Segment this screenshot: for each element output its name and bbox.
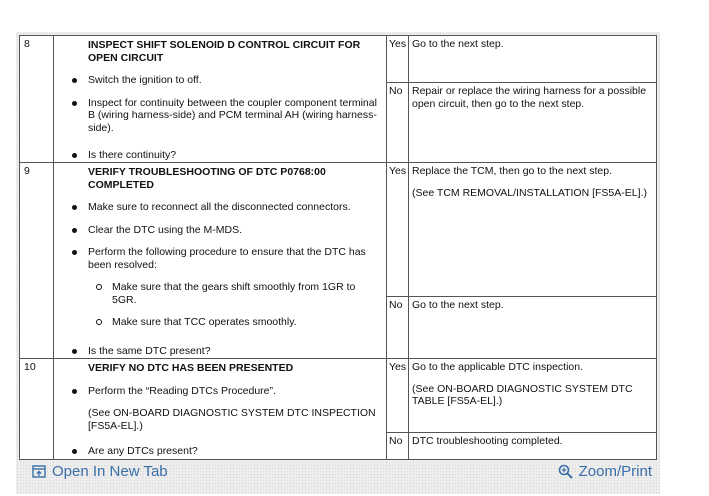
step-9-yes-row xyxy=(20,163,657,297)
yes-label: Yes xyxy=(387,163,409,297)
result-text: Go to the next step. xyxy=(412,299,504,311)
step-inspection xyxy=(54,36,387,163)
result-text: DTC troubleshooting completed. xyxy=(412,435,563,447)
no-label: No xyxy=(387,297,409,359)
step-question: Is there continuity? xyxy=(68,149,380,162)
zoom-print-link[interactable] xyxy=(558,463,652,480)
yes-label: Yes xyxy=(387,36,409,83)
bullet-item: Make sure to reconnect all the disconnected connectors. xyxy=(68,201,380,214)
no-label: No xyxy=(387,83,409,163)
no-result xyxy=(409,433,657,460)
bullet-item: Perform the following procedure to ensure that the DTC has been resolved: xyxy=(68,246,380,271)
result-text: Go to the next step. xyxy=(412,38,504,50)
result-text: (See ON-BOARD DIAGNOSTIC SYSTEM DTC TABLE [FS5A-EL].) xyxy=(412,382,633,407)
open-new-tab-icon xyxy=(32,465,46,478)
troubleshooting-table xyxy=(19,35,657,460)
step-question: Is the same DTC present? xyxy=(68,345,380,358)
step-10-yes-row xyxy=(20,359,657,433)
step-8-yes-row xyxy=(20,36,657,83)
yes-result xyxy=(409,359,657,433)
no-result xyxy=(409,83,657,163)
step-title: INSPECT SHIFT SOLENOID D CONTROL CIRCUIT FOR OPEN CIRCUIT xyxy=(88,39,361,64)
step-title: VERIFY NO DTC HAS BEEN PRESENTED xyxy=(88,362,294,374)
step-number: 10 xyxy=(20,359,54,460)
sub-bullet-item: Make sure that TCC operates smoothly. xyxy=(68,316,380,329)
no-result xyxy=(409,297,657,359)
sub-bullet-item: Make sure that the gears shift smoothly from 1GR to 5GR. xyxy=(68,281,380,306)
result-text: (See TCM REMOVAL/INSTALLATION [FS5A-EL].) xyxy=(412,186,647,199)
bullet-item: Inspect for continuity between the coupler component terminal B (wiring harness-side) and PCM terminal AH (wiring harness-side). xyxy=(68,97,380,135)
result-text: Go to the applicable DTC inspection. xyxy=(412,361,584,373)
step-question: Are any DTCs present? xyxy=(68,445,380,458)
step-title: VERIFY TROUBLESHOOTING OF DTC P0768:00 COMPLETED xyxy=(88,166,326,191)
no-label: No xyxy=(387,433,409,460)
bullet-item: Switch the ignition to off. xyxy=(68,74,380,87)
step-number: 9 xyxy=(20,163,54,359)
zoom-print-label: Zoom/Print xyxy=(578,463,652,480)
yes-result xyxy=(409,36,657,83)
yes-label: Yes xyxy=(387,359,409,433)
bullet-item: Clear the DTC using the M-MDS. xyxy=(68,224,380,237)
result-text: Replace the TCM, then go to the next step. xyxy=(412,165,613,177)
bullet-item: Perform the “Reading DTCs Procedure”. xyxy=(68,385,380,398)
step-number: 8 xyxy=(20,36,54,163)
result-text: Repair or replace the wiring harness for a possible open circuit, then go to the next step. xyxy=(412,85,647,110)
open-in-new-tab-link[interactable] xyxy=(32,463,168,480)
open-in-new-tab-label: Open In New Tab xyxy=(52,463,168,480)
step-note: (See ON-BOARD DIAGNOSTIC SYSTEM DTC INSPECTION [FS5A-EL].) xyxy=(88,407,376,432)
yes-result xyxy=(409,163,657,297)
step-inspection xyxy=(54,359,387,460)
step-inspection xyxy=(54,163,387,359)
magnifier-icon xyxy=(558,464,573,479)
